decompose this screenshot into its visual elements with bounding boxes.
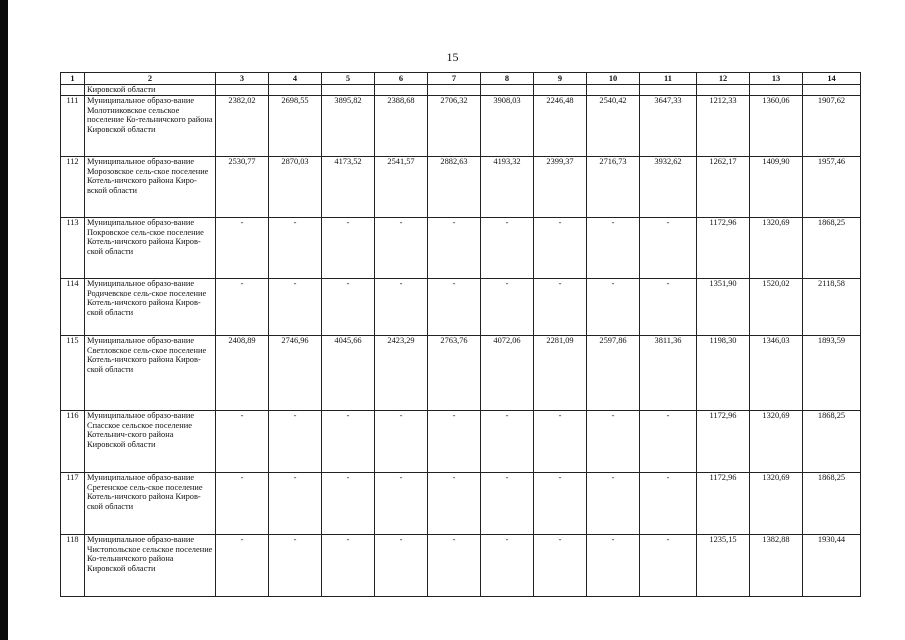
value-cell: - (640, 218, 697, 279)
column-header: 8 (481, 73, 534, 85)
value-cell: 1893,59 (803, 336, 861, 411)
value-cell: - (428, 279, 481, 336)
table-row (61, 279, 861, 336)
value-cell: 1320,69 (750, 473, 803, 535)
table-body (61, 73, 861, 597)
empty-cell (61, 85, 85, 96)
municipality-name: Муниципальное образо-вание Светловское сель-ское поселение Котель-ничского района Киров-ской области (85, 336, 216, 411)
municipality-name: Муниципальное образо-вание Покровское сель-ское поселение Котель-ничского района Киров-ской области (85, 218, 216, 279)
value-cell: 2870,03 (269, 157, 322, 218)
value-cell: 2399,37 (534, 157, 587, 218)
value-cell: 1235,15 (697, 535, 750, 597)
municipality-name: Муниципальное образо-вание Чистопольское сельское поселение Ко-тельничского района Кировской области (85, 535, 216, 597)
scan-edge (0, 0, 8, 640)
empty-cell (481, 85, 534, 96)
value-cell: - (269, 411, 322, 473)
tariff-table (60, 72, 861, 597)
value-cell: - (322, 473, 375, 535)
value-cell: 3932,62 (640, 157, 697, 218)
value-cell: 2246,48 (534, 96, 587, 157)
value-cell: - (216, 279, 269, 336)
header-row (61, 73, 861, 85)
value-cell: - (216, 218, 269, 279)
table-row (61, 336, 861, 411)
table-row (61, 218, 861, 279)
row-number: 115 (61, 336, 85, 411)
column-header: 4 (269, 73, 322, 85)
row-number: 116 (61, 411, 85, 473)
page-number: 15 (446, 50, 459, 64)
value-cell: - (322, 535, 375, 597)
value-cell: 1262,17 (697, 157, 750, 218)
column-header: 13 (750, 73, 803, 85)
table-row (61, 473, 861, 535)
value-cell: - (428, 535, 481, 597)
column-header: 11 (640, 73, 697, 85)
value-cell: - (587, 218, 640, 279)
value-cell: - (640, 473, 697, 535)
value-cell: 1868,25 (803, 411, 861, 473)
row-number: 111 (61, 96, 85, 157)
column-header: 3 (216, 73, 269, 85)
value-cell: - (481, 473, 534, 535)
column-header: 1 (61, 73, 85, 85)
table-row (61, 411, 861, 473)
value-cell: - (216, 473, 269, 535)
value-cell: 1320,69 (750, 218, 803, 279)
empty-cell (587, 85, 640, 96)
value-cell: 2706,32 (428, 96, 481, 157)
value-cell: 1172,96 (697, 473, 750, 535)
row-number: 112 (61, 157, 85, 218)
value-cell: - (534, 218, 587, 279)
value-cell: 1320,69 (750, 411, 803, 473)
column-header: 6 (375, 73, 428, 85)
value-cell: 4173,52 (322, 157, 375, 218)
empty-cell (428, 85, 481, 96)
value-cell: 1868,25 (803, 218, 861, 279)
value-cell: 2423,29 (375, 336, 428, 411)
value-cell: 3811,36 (640, 336, 697, 411)
value-cell: - (481, 279, 534, 336)
municipality-name: Муниципальное образо-вание Молотниковское сельское поселение Ко-тельничского района Кировской области (85, 96, 216, 157)
column-header: 10 (587, 73, 640, 85)
empty-cell (697, 85, 750, 96)
value-cell: - (534, 535, 587, 597)
value-cell: - (428, 473, 481, 535)
value-cell: - (375, 411, 428, 473)
value-cell: 2763,76 (428, 336, 481, 411)
municipality-name: Муниципальное образо-вание Морозовское сель-ское поселение Котель-ничского района Киро-вской области (85, 157, 216, 218)
value-cell: - (587, 411, 640, 473)
value-cell: 1382,88 (750, 535, 803, 597)
value-cell: - (375, 535, 428, 597)
column-header: 2 (85, 73, 216, 85)
value-cell: 1351,90 (697, 279, 750, 336)
value-cell: - (322, 279, 375, 336)
value-cell: - (269, 535, 322, 597)
value-cell: 4045,66 (322, 336, 375, 411)
value-cell: - (481, 218, 534, 279)
value-cell: 2882,63 (428, 157, 481, 218)
empty-cell (375, 85, 428, 96)
value-cell: - (534, 279, 587, 336)
value-cell: 1520,02 (750, 279, 803, 336)
empty-cell (640, 85, 697, 96)
value-cell: - (587, 279, 640, 336)
value-cell: - (269, 473, 322, 535)
value-cell: 1212,33 (697, 96, 750, 157)
column-header: 12 (697, 73, 750, 85)
value-cell: 2540,42 (587, 96, 640, 157)
municipality-name: Муниципальное образо-вание Сретенское сель-ское поселение Котель-ничского района Киров-ской области (85, 473, 216, 535)
value-cell: 3908,03 (481, 96, 534, 157)
value-cell: - (640, 535, 697, 597)
value-cell: - (375, 473, 428, 535)
value-cell: 1198,30 (697, 336, 750, 411)
value-cell: - (534, 473, 587, 535)
value-cell: - (375, 279, 428, 336)
column-header: 7 (428, 73, 481, 85)
value-cell: - (322, 411, 375, 473)
value-cell: 4193,32 (481, 157, 534, 218)
municipality-name: Муниципальное образо-вание Родичевское сель-ское поселение Котель-ничского района Киров-ской области (85, 279, 216, 336)
value-cell: 1907,62 (803, 96, 861, 157)
value-cell: 2746,96 (269, 336, 322, 411)
empty-cell (750, 85, 803, 96)
value-cell: 1360,06 (750, 96, 803, 157)
value-cell: 1346,03 (750, 336, 803, 411)
row-number: 118 (61, 535, 85, 597)
empty-cell (269, 85, 322, 96)
value-cell: - (269, 218, 322, 279)
value-cell: 1409,90 (750, 157, 803, 218)
value-cell: - (640, 411, 697, 473)
column-header: 9 (534, 73, 587, 85)
value-cell: 1930,44 (803, 535, 861, 597)
value-cell: - (375, 218, 428, 279)
table-row (61, 157, 861, 218)
table-row (61, 535, 861, 597)
empty-cell (534, 85, 587, 96)
value-cell: 2698,55 (269, 96, 322, 157)
value-cell: 2408,89 (216, 336, 269, 411)
value-cell: 2118,58 (803, 279, 861, 336)
value-cell: 1868,25 (803, 473, 861, 535)
empty-cell (803, 85, 861, 96)
continuation-row (61, 85, 861, 96)
value-cell: 2388,68 (375, 96, 428, 157)
value-cell: - (216, 411, 269, 473)
continuation-text: Кировской области (85, 85, 216, 96)
value-cell: - (587, 535, 640, 597)
value-cell: 3647,33 (640, 96, 697, 157)
value-cell: 1172,96 (697, 411, 750, 473)
value-cell: - (534, 411, 587, 473)
value-cell: - (428, 218, 481, 279)
table-row (61, 96, 861, 157)
value-cell: - (640, 279, 697, 336)
value-cell: 2281,09 (534, 336, 587, 411)
value-cell: - (322, 218, 375, 279)
column-header: 14 (803, 73, 861, 85)
empty-cell (322, 85, 375, 96)
value-cell: 1172,96 (697, 218, 750, 279)
empty-cell (216, 85, 269, 96)
value-cell: 2541,57 (375, 157, 428, 218)
column-header: 5 (322, 73, 375, 85)
value-cell: 1957,46 (803, 157, 861, 218)
value-cell: - (481, 535, 534, 597)
value-cell: 2597,86 (587, 336, 640, 411)
value-cell: 2382,02 (216, 96, 269, 157)
value-cell: 2716,73 (587, 157, 640, 218)
value-cell: 3895,82 (322, 96, 375, 157)
value-cell: - (587, 473, 640, 535)
municipality-name: Муниципальное образо-вание Спасское сельское поселение Котельнич-ского района Кировской области (85, 411, 216, 473)
row-number: 113 (61, 218, 85, 279)
row-number: 117 (61, 473, 85, 535)
value-cell: - (481, 411, 534, 473)
value-cell: 2530,77 (216, 157, 269, 218)
value-cell: - (216, 535, 269, 597)
row-number: 114 (61, 279, 85, 336)
value-cell: - (269, 279, 322, 336)
value-cell: 4072,06 (481, 336, 534, 411)
value-cell: - (428, 411, 481, 473)
